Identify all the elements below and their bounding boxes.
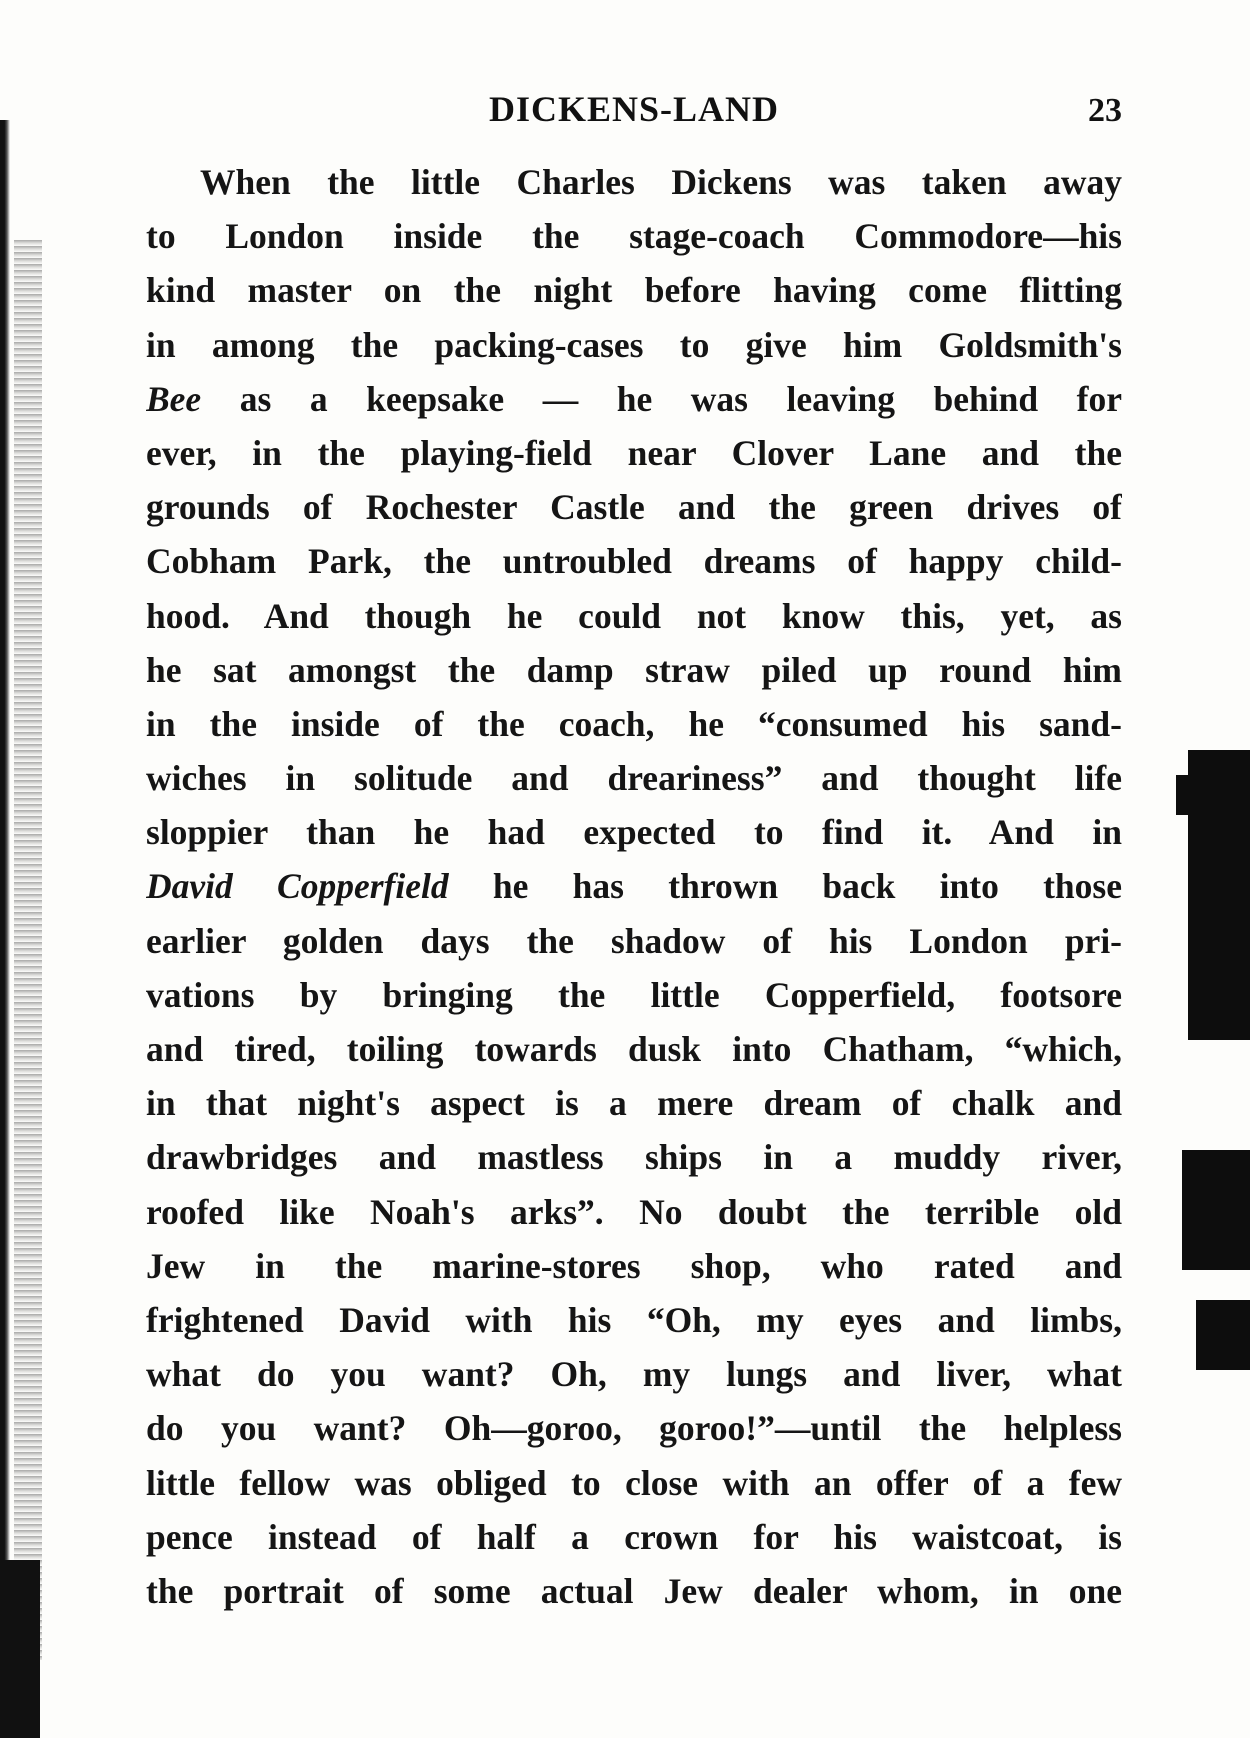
text-line: Jew in the marine-stores shop, who rated and xyxy=(146,1245,1122,1286)
text-line: sloppier than he had expected to find it. And in xyxy=(146,812,1122,853)
scan-artifact xyxy=(1176,775,1194,815)
text-line: pence instead of half a crown for his waistcoat, is xyxy=(146,1516,1122,1557)
italic-title-david-copperfield: David Copperfield xyxy=(146,866,449,907)
text-line-rest: as a keepsake — he was leaving behind for xyxy=(201,378,1122,419)
text-line: what do you want? Oh, my lungs and liver, what xyxy=(146,1354,1122,1395)
italic-title-bee: Bee xyxy=(146,378,202,419)
text-line: wiches in solitude and dreariness” and thought life xyxy=(146,758,1122,799)
text-line: grounds of Rochester Castle and the green drives of xyxy=(146,487,1122,528)
text-line xyxy=(146,372,1122,426)
text-line: in that night's aspect is a mere dream of chalk and xyxy=(146,1083,1122,1124)
text-line: the portrait of some actual Jew dealer whom, in one xyxy=(146,1570,1122,1611)
text-line: in the inside of the coach, he “consumed his sand- xyxy=(146,703,1122,744)
text-line: he sat amongst the damp straw piled up round him xyxy=(146,649,1122,690)
text-line: to London inside the stage-coach Commodore—his xyxy=(146,216,1122,257)
body-text xyxy=(146,155,1122,1618)
text-line: in among the packing-cases to give him Goldsmith's xyxy=(146,324,1122,365)
text-line: frightened David with his “Oh, my eyes and limbs, xyxy=(146,1299,1122,1340)
binding-texture xyxy=(14,240,42,1660)
scan-artifact xyxy=(1196,1300,1250,1370)
text-line: do you want? Oh—goroo, goroo!”—until the helpless xyxy=(146,1408,1122,1449)
scan-artifact xyxy=(1188,750,1250,1040)
text-line: hood. And though he could not know this, yet, as xyxy=(146,595,1122,636)
text-line: kind master on the night before having come flitting xyxy=(146,270,1122,311)
text-line xyxy=(146,859,1122,913)
scan-artifact xyxy=(1182,1150,1250,1270)
page-header xyxy=(146,88,1122,138)
text-line: and tired, toiling towards dusk into Chatham, “which, xyxy=(146,1029,1122,1069)
text-line: vations by bringing the little Copperfield, footsore xyxy=(146,974,1122,1015)
running-title: DICKENS-LAND xyxy=(488,89,780,129)
text-line: ever, in the playing-field near Clover Lane and the xyxy=(146,432,1122,473)
page-number: 23 xyxy=(1088,92,1122,129)
text-line: earlier golden days the shadow of his London pri- xyxy=(146,920,1122,961)
binding-shadow xyxy=(0,120,10,1738)
text-line: little fellow was obliged to close with an offer of a few xyxy=(146,1462,1122,1503)
text-line: roofed like Noah's arks”. No doubt the terrible old xyxy=(146,1191,1122,1232)
text-line: drawbridges and mastless ships in a muddy river, xyxy=(146,1137,1122,1178)
text-line: Cobham Park, the untroubled dreams of happy child- xyxy=(146,541,1122,582)
binding-corner-shadow xyxy=(0,1560,40,1738)
text-line: When the little Charles Dickens was taken away xyxy=(200,162,1122,202)
text-line-rest: he has thrown back into those xyxy=(448,866,1122,907)
